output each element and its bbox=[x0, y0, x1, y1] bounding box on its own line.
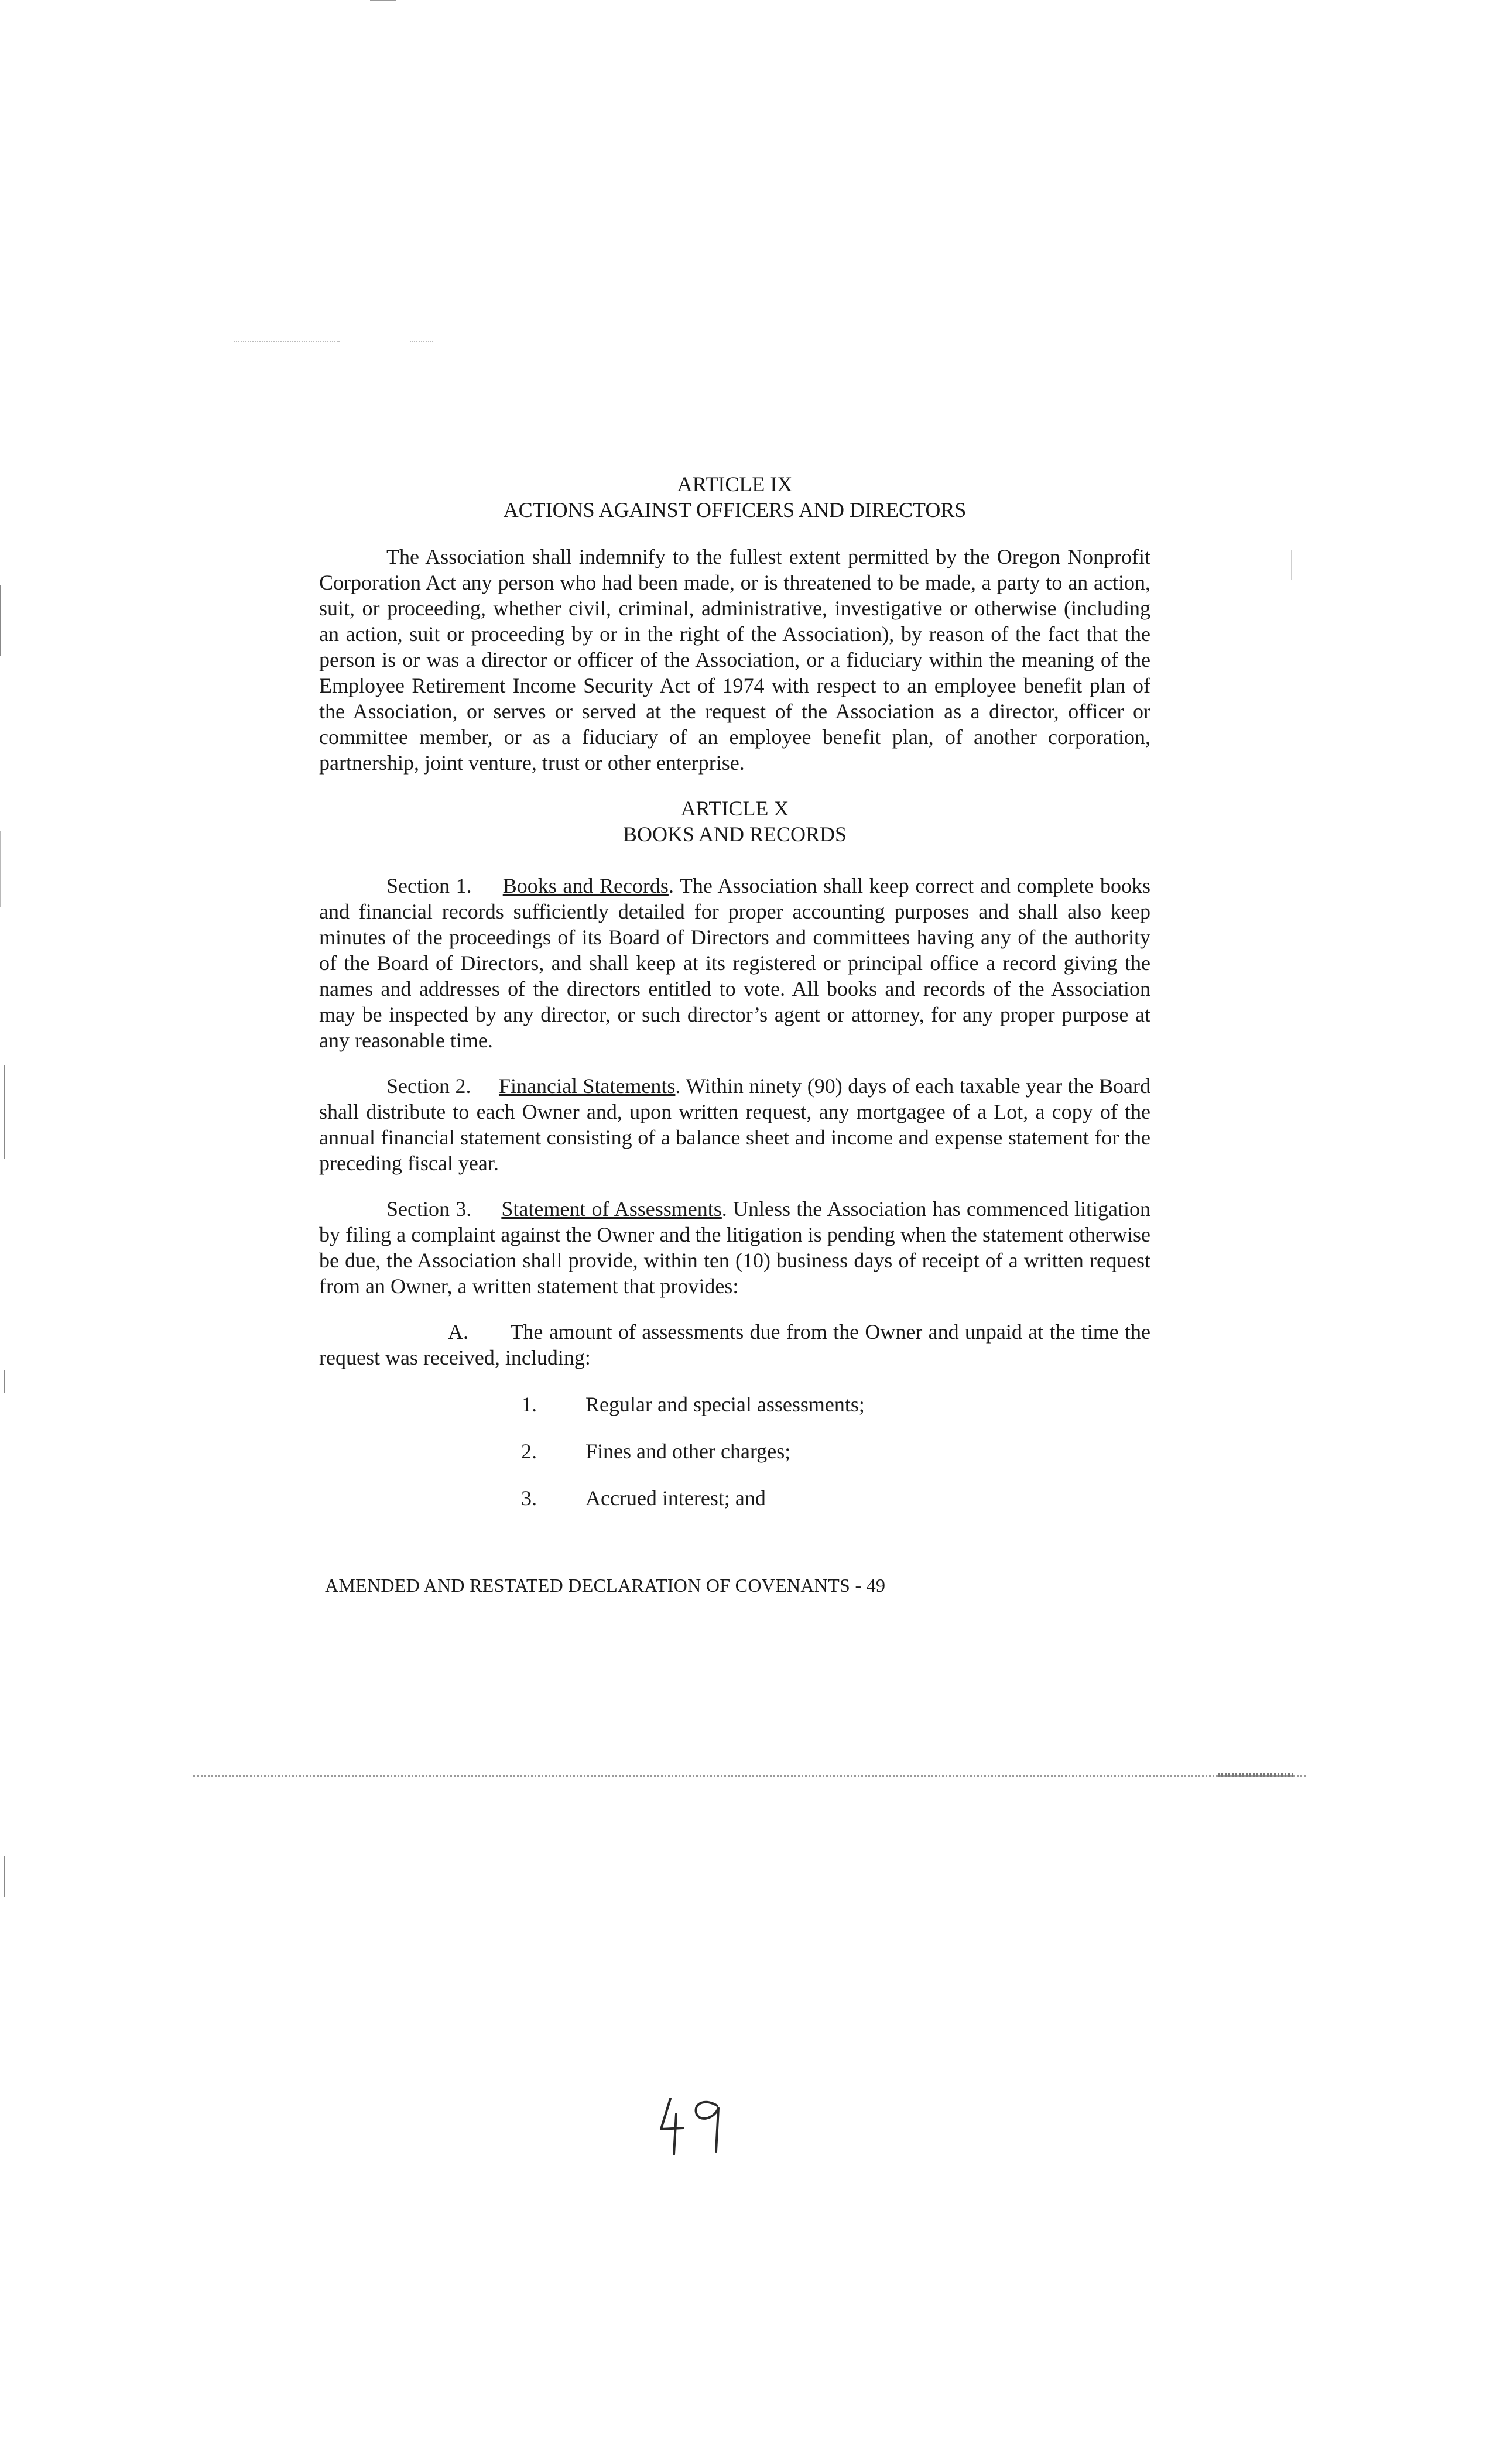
subitem-a-label: A. bbox=[448, 1320, 468, 1344]
section-3-label: Section 3. bbox=[386, 1197, 472, 1221]
scan-edge-mark bbox=[4, 1856, 5, 1897]
section-3-heading: Statement of Assessments bbox=[501, 1197, 722, 1221]
scan-edge-mark bbox=[0, 585, 1, 656]
list-item bbox=[319, 1485, 1150, 1511]
scan-noise bbox=[410, 341, 433, 342]
list-item-number: 3. bbox=[521, 1486, 537, 1510]
article-10-title: ARTICLE X bbox=[680, 797, 789, 820]
scan-artifact-block bbox=[1218, 1773, 1294, 1777]
list-item bbox=[319, 1438, 1150, 1464]
section-1-body: The Association shall keep correct and complete books and financial records sufficiently detailed for proper accounting purposes and shall also keep minutes of the proceedings of its Board of Directors and committees having any of the authority of the Board of Directors, and shall keep at its registered or principal office a record giving the names and addresses of the directors entitled to vote. All books and records of the Association may be inspected by any director, or such director’s agent or attorney, for any proper purpose at any reasonable time. bbox=[319, 874, 1151, 1052]
scan-edge-mark bbox=[4, 1370, 5, 1393]
list-item-number: 2. bbox=[521, 1440, 537, 1463]
section-1-label: Section 1. bbox=[386, 874, 472, 897]
list-item-text: Regular and special assessments; bbox=[585, 1393, 865, 1416]
list-item-number: 1. bbox=[521, 1393, 537, 1416]
subitem-a-text: The amount of assessments due from the Owner and unpaid at the time the request was received, including: bbox=[319, 1320, 1150, 1369]
subitem-a bbox=[319, 1319, 1150, 1370]
scan-edge-mark bbox=[1291, 550, 1292, 580]
list-item-text: Accrued interest; and bbox=[585, 1486, 766, 1510]
scan-edge-mark bbox=[4, 1065, 5, 1159]
list-item bbox=[319, 1392, 1150, 1417]
section-2-body: Within ninety (90) days of each taxable year the Board shall distribute to each Owner and, upon written request, any mortgagee of a Lot, a copy of the annual financial statement consisting of a balance sheet and income and expense statement for the preceding fiscal year. bbox=[319, 1074, 1151, 1175]
section-2: Section 2. Financial Statements. Within ninety (90) days of each taxable year the Board shall distribute to each Owner and, upon written request, any mortgagee of a Lot, a copy of the annual financial statement consisting of a balance sheet and income and expense statement for the preceding fiscal year. bbox=[319, 1074, 1151, 1175]
section-3-body: Unless the Association has commenced litigation by filing a complaint against the Owner and the litigation is pending when the statement otherwise be due, the Association shall provide, within ten (10) business days of receipt of a written request from an Owner, a written statement that provides: bbox=[319, 1197, 1151, 1298]
article-9-subtitle: ACTIONS AGAINST OFFICERS AND DIRECTORS bbox=[503, 498, 967, 522]
scan-artifact-line bbox=[193, 1775, 1306, 1777]
handwritten-page-number bbox=[653, 2093, 735, 2157]
scan-edge-mark bbox=[0, 831, 1, 907]
section-3: Section 3. Statement of Assessments. Unless the Association has commenced litigation by filing a complaint against the Owner and the litigation is pending when the statement otherwise be due, the Association shall provide, within ten (10) business days of receipt of a written request from an Owner, a written statement that provides: bbox=[319, 1197, 1151, 1298]
article-10-subtitle: BOOKS AND RECORDS bbox=[622, 823, 847, 846]
scan-mark bbox=[370, 0, 396, 1]
article-9-title: ARTICLE IX bbox=[677, 472, 793, 496]
scan-noise bbox=[234, 341, 340, 342]
section-2-heading: Financial Statements bbox=[498, 1074, 676, 1098]
document-page bbox=[319, 471, 1150, 1511]
section-2-label: Section 2. bbox=[386, 1074, 471, 1098]
article-9-body: The Association shall indemnify to the fullest extent permitted by the Oregon Nonprofit Corporation Act any person who had been made, or is threatened to be made, a party to an action, suit, or proceeding, whether civil, criminal, administrative, investigative or otherwise (including an action, suit or proceeding by or in the right of the Association), by reason of the fact that the person is or was a director or officer of the Association, or a fiduciary within the meaning of the Employee Retirement Income Security Act of 1974 with respect to an employee benefit plan of the Association, or serves or served at the request of the Association as a director, officer or committee member, or as a fiduciary of an employee benefit plan, of another corporation, partnership, joint venture, trust or other enterprise. bbox=[319, 545, 1150, 775]
page-footer: AMENDED AND RESTATED DECLARATION OF COVENANTS - 49 bbox=[325, 1575, 886, 1596]
section-1: Section 1. Books and Records. The Association shall keep correct and complete books and financial records sufficiently detailed for proper accounting purposes and shall also keep minutes of the proceedings of its Board of Directors and committees having any of the authority of the Board of Directors, and shall keep at its registered or principal office a record giving the names and addresses of the directors entitled to vote. All books and records of the Association may be inspected by any director, or such director’s agent or attorney, for any proper purpose at any reasonable time. bbox=[319, 874, 1151, 1052]
section-1-heading: Books and Records bbox=[502, 874, 669, 897]
list-item-text: Fines and other charges; bbox=[585, 1440, 791, 1463]
